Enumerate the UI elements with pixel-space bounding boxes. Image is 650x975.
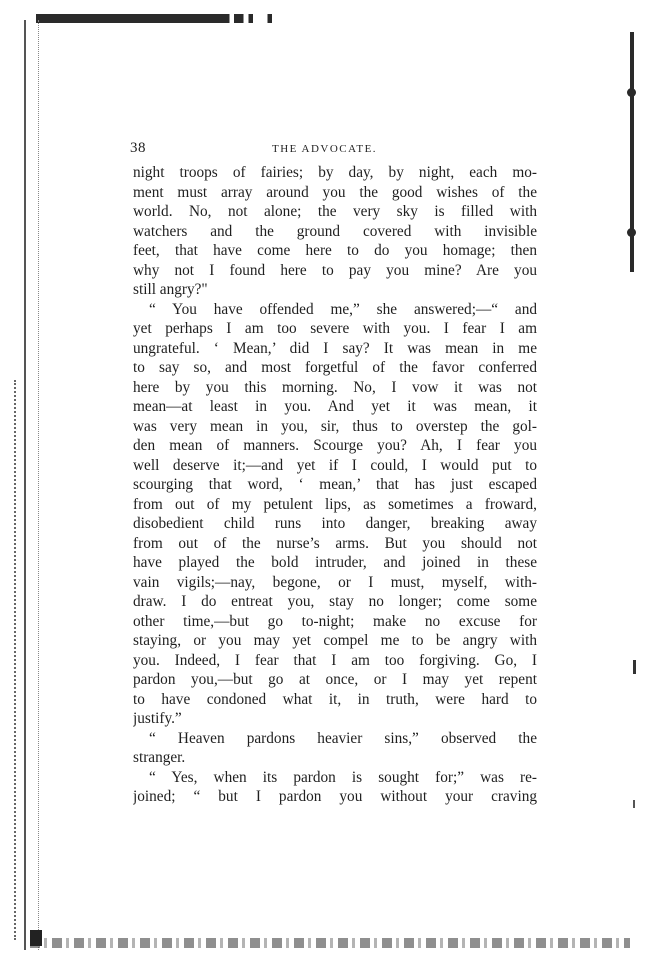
text-line: joined; “ but I pardon you without your craving: [133, 788, 537, 805]
text-line: night troops of fairies; by day, by night, each mo-: [133, 164, 537, 181]
text-line: yet perhaps I am too severe with you. I fear I am: [133, 320, 537, 337]
text-line: other time,—but go to-night; make no excuse for: [133, 612, 537, 630]
scan-bottom-edge: [30, 938, 630, 948]
text-line: from out of the nurse’s arms. But you should not: [133, 534, 537, 552]
text-line: ungrateful. ‘ Mean,’ did I say? It was mean in me: [133, 339, 537, 357]
text-line: “ You have offended me,” she answered;—“ and: [149, 300, 537, 318]
page-number: 38: [130, 140, 146, 156]
body-text: [133, 163, 537, 807]
text-line: have played the bold intruder, and joined in these: [133, 554, 537, 571]
text-line: “ Yes, when its pardon is sought for;” was re-: [149, 768, 537, 786]
text-line: to say so, and most forgetful of the favor conferred: [133, 359, 537, 376]
scan-top-edge: [36, 14, 272, 23]
text-line: draw. I do entreat you, stay no longer; come some: [133, 593, 537, 610]
scan-right-mark: [627, 88, 636, 97]
text-line: was very mean in you, sir, thus to overstep the gol-: [133, 417, 537, 435]
scan-right-tick: [633, 800, 635, 808]
text-line: you. Indeed, I fear that I am too forgiving. Go, I: [133, 651, 537, 669]
text-line: den mean of manners. Scourge you? Ah, I fear you: [133, 437, 537, 454]
scan-left-dots: [14, 380, 19, 940]
text-line: justify.”: [133, 710, 182, 727]
text-line: why not I found here to pay you mine? Are you: [133, 261, 537, 279]
text-line: vain vigils;—nay, begone, or I must, myself, with-: [133, 573, 537, 591]
text-line: to have condoned what it, in truth, were hard to: [133, 690, 537, 708]
text-line: stranger.: [133, 749, 186, 766]
scan-left-edge: [24, 20, 39, 950]
text-line: scourging that word, ‘ mean,’ that has just escaped: [133, 476, 537, 493]
text-line: still angry?": [133, 281, 208, 298]
text-line: mean—at least in you. And yet it was mean, it: [133, 398, 537, 415]
text-line: world. No, not alone; the very sky is filled with: [133, 203, 537, 220]
text-line: staying, or you may yet compel me to be angry with: [133, 632, 537, 649]
text-line: watchers and the ground covered with invisible: [133, 222, 537, 240]
scan-right-mark: [627, 228, 636, 237]
text-line: feet, that have come here to do you homage; then: [133, 242, 537, 259]
text-line: “ Heaven pardons heavier sins,” observed the: [149, 729, 537, 747]
text-line: disobedient child runs into danger, breaking away: [133, 515, 537, 532]
text-line: here by you this morning. No, I vow it was not: [133, 378, 537, 396]
running-head: THE ADVOCATE.: [272, 143, 378, 155]
scan-bottom-corner: [30, 930, 42, 946]
page-header: [130, 140, 530, 160]
scan-right-tick: [633, 660, 636, 674]
text-line: from out of my petulent lips, as sometimes a froward,: [133, 495, 537, 513]
text-line: ment must array around you the good wishes of the: [133, 183, 537, 201]
text-line: well deserve it;—and yet if I could, I would put to: [133, 456, 537, 474]
text-line: pardon you,—but go at once, or I may yet repent: [133, 671, 537, 688]
